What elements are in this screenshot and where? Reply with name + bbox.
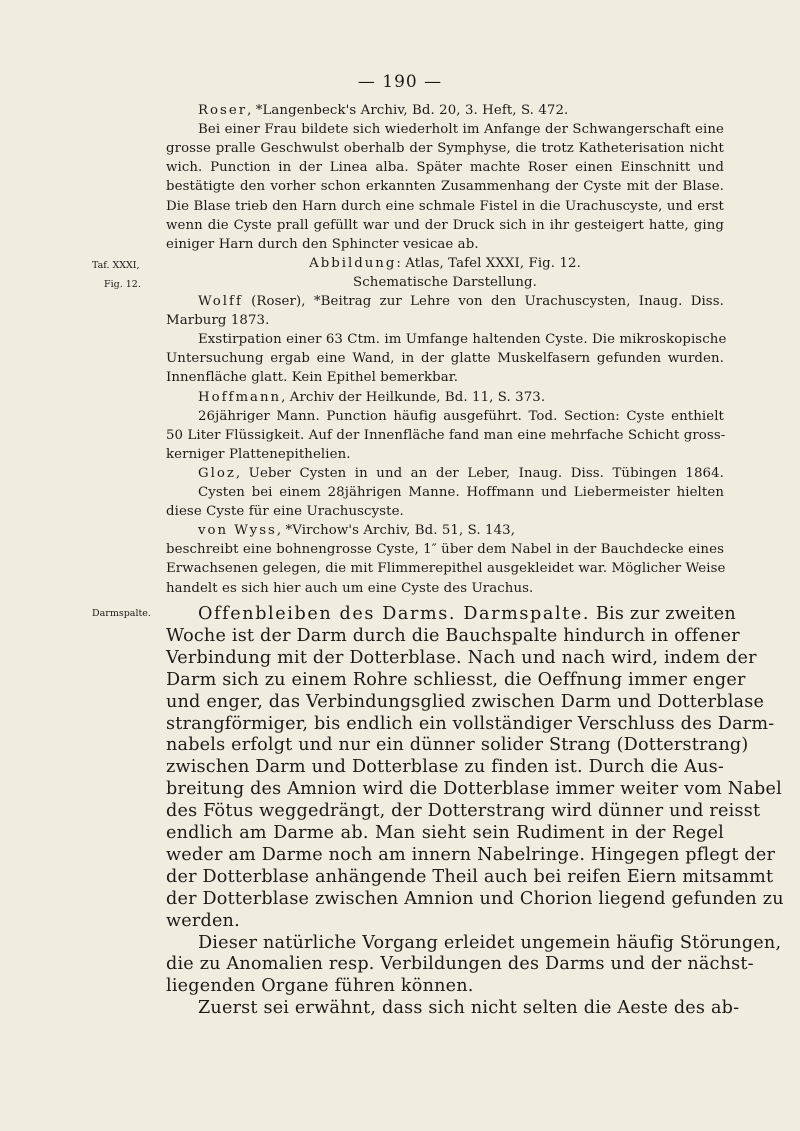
text-line: die zu Anomalien resp. Verbildungen des Darms und der nächst- <box>166 954 754 975</box>
text-line: Schematische Darstellung. <box>353 274 537 290</box>
text-line: Untersuchung ergab eine Wand, in der glatte Muskelfasern gefunden wurden. <box>166 351 724 367</box>
text-line: des Fötus weggedrängt, der Dotterstrang wird dünner und reisst <box>166 801 761 822</box>
margin-note-darmspalte: Darmspalte. <box>92 608 151 619</box>
text-line: Exstirpation einer 63 Ctm. im Umfange haltenden Cyste. Die mikroskopische <box>198 332 727 348</box>
text-line: Hoffmann, Archiv der Heilkunde, Bd. 11, S. 373. <box>198 389 546 405</box>
text-line: Roser, *Langenbeck's Archiv, Bd. 20, 3. Heft, S. 472. <box>198 103 569 118</box>
text-line: Darm sich zu einem Rohre schliesst, die Oeffnung immer enger <box>166 669 746 690</box>
text-line: Bei einer Frau bildete sich wiederholt im Anfange der Schwangerschaft eine <box>198 122 724 138</box>
text-line: Erwachsenen gelegen, die mit Flimmerepithel ausgekleidet war. Möglicher Weise <box>166 561 726 577</box>
text-line: von Wyss, *Virchow's Archiv, Bd. 51, S. 143, <box>198 523 516 539</box>
text-line: kerniger Plattenepithelien. <box>166 446 351 462</box>
text-line: beschreibt eine bohnengrosse Cyste, 1″ über dem Nabel in der Bauchdecke eines <box>166 542 724 558</box>
text-line: Marburg 1873. <box>166 313 270 329</box>
page-number: — 190 — <box>357 72 443 92</box>
text-line: Zuerst sei erwähnt, dass sich nicht selten die Aeste des ab- <box>198 998 740 1019</box>
text-line: Cysten bei einem 28jährigen Manne. Hoffmann und Liebermeister hielten <box>198 485 724 500</box>
text-line: werden. <box>166 910 240 931</box>
text-line: der Dotterblase anhängende Theil auch bei reifen Eiern mitsammt <box>166 866 774 887</box>
text-line: Verbindung mit der Dotterblase. Nach und nach wird, indem der <box>166 647 757 668</box>
text-line: Woche ist der Darm durch die Bauchspalte hindurch in offener <box>166 625 740 646</box>
text-line: Offenbleiben des Darms. Darmspalte. Bis zur zweiten <box>198 604 736 624</box>
text-line: Gloz, Ueber Cysten in und an der Leber, Inaug. Diss. Tübingen 1864. <box>198 465 724 481</box>
text-line: Die Blase trieb den Harn durch eine schmale Fistel in die Urachuscyste, und erst <box>166 198 724 214</box>
text-line: liegenden Organe führen können. <box>166 976 474 997</box>
text-line: grosse pralle Geschwulst oberhalb der Symphyse, die trotz Katheterisation nicht <box>166 141 724 157</box>
text-line: endlich am Darme ab. Man sieht sein Rudiment in der Regel <box>166 823 724 843</box>
text-line: 50 Liter Flüssigkeit. Auf der Innenfläche fand man eine mehrfache Schicht gross- <box>166 427 726 443</box>
text-line: der Dotterblase zwischen Amnion und Chorion liegend gefunden zu <box>166 888 784 909</box>
text-line: Innenfläche glatt. Kein Epithel bemerkbar. <box>166 370 459 386</box>
text-line: Abbildung: Atlas, Tafel XXXI, Fig. 12. <box>309 255 581 271</box>
text-line: und enger, das Verbindungsglied zwischen Darm und Dotterblase <box>166 691 765 712</box>
text-line: wenn die Cyste prall gefüllt war und der Druck sich in ihr gesteigert hatte, ging <box>166 217 724 233</box>
text-line: weder am Darme noch am innern Nabelringe. Hingegen pflegt der <box>166 844 776 865</box>
margin-note-fig: Fig. 12. <box>104 279 141 290</box>
margin-note-taf: Taf. XXXI, <box>92 260 140 271</box>
text-line: bestätigte den vorher schon erkannten Zusammenhang der Cyste mit der Blase. <box>166 179 724 195</box>
text-line: einiger Harn durch den Sphincter vesicae ab. <box>166 236 479 252</box>
text-line: Wolff (Roser), *Beitrag zur Lehre von den Urachuscysten, Inaug. Diss. <box>198 294 724 309</box>
text-line: handelt es sich hier auch um eine Cyste des Urachus. <box>166 580 534 596</box>
text-line: diese Cyste für eine Urachuscyste. <box>166 504 404 520</box>
text-line: 26jähriger Mann. Punction häufig ausgeführt. Tod. Section: Cyste enthielt <box>198 408 724 424</box>
text-line: wich. Punction in der Linea alba. Später machte Roser einen Einschnitt und <box>166 160 724 176</box>
text-line: Dieser natürliche Vorgang erleidet ungemein häufig Störungen, <box>198 932 782 953</box>
text-line: zwischen Darm und Dotterblase zu finden ist. Durch die Aus- <box>166 757 724 778</box>
text-line: breitung des Amnion wird die Dotterblase immer weiter vom Nabel <box>166 779 782 800</box>
text-line: strangförmiger, bis endlich ein vollständiger Verschluss des Darm- <box>166 713 775 734</box>
text-line: nabels erfolgt und nur ein dünner solider Strang (Dotterstrang) <box>166 735 749 756</box>
